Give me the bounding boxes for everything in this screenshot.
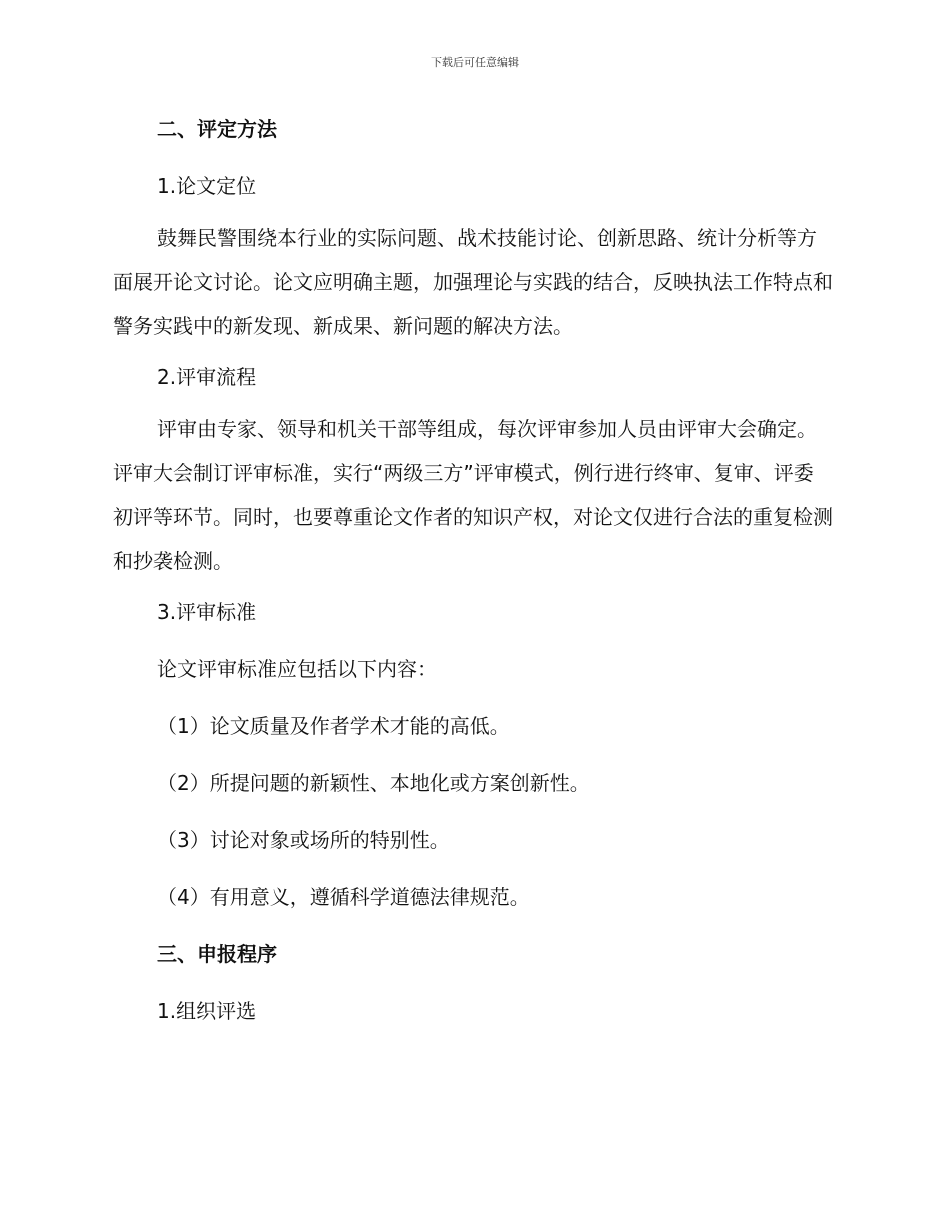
list-item: （3）讨论对象或场所的特别性。 [157, 828, 450, 852]
page-header: 下载后可任意编辑 [431, 56, 519, 69]
paragraph-standard-intro: 论文评审标准应包括以下内容： [157, 657, 437, 681]
subheading-review-process: 2.评审流程 [157, 365, 257, 389]
section-heading-evaluation-method: 二、评定方法 [157, 117, 277, 141]
document-body [113, 112, 833, 1029]
subheading-organize-selection: 1.组织评选 [157, 999, 257, 1023]
paragraph-paper-positioning: 鼓舞民警围绕本行业的实际问题、战术技能讨论、创新思路、统计分析等方面展开论文讨论。论文应明确主题，加强理论与实践的结合，反映执法工作特点和警务实践中的新发现、新成果、新问题的解决方法。 [113, 226, 833, 338]
list-item: （2）所提问题的新颖性、本地化或方案创新性。 [157, 771, 590, 795]
paragraph-review-process: 评审由专家、领导和机关干部等组成，每次评审参加人员由评审大会确定。评审大会制订评审标准，实行“两级三方”评审模式，例行进行终审、复审、评委初评等环节。同时，也要尊重论文作者的知识产权，对论文仅进行合法的重复检测和抄袭检测。 [113, 417, 833, 573]
list-item: （4）有用意义，遵循科学道德法律规范。 [157, 885, 530, 909]
section-heading-application-procedure: 三、申报程序 [157, 942, 277, 966]
subheading-review-standard: 3.评审标准 [157, 600, 257, 624]
subheading-paper-positioning: 1.论文定位 [157, 174, 257, 198]
list-item: （1）论文质量及作者学术才能的高低。 [157, 714, 510, 738]
